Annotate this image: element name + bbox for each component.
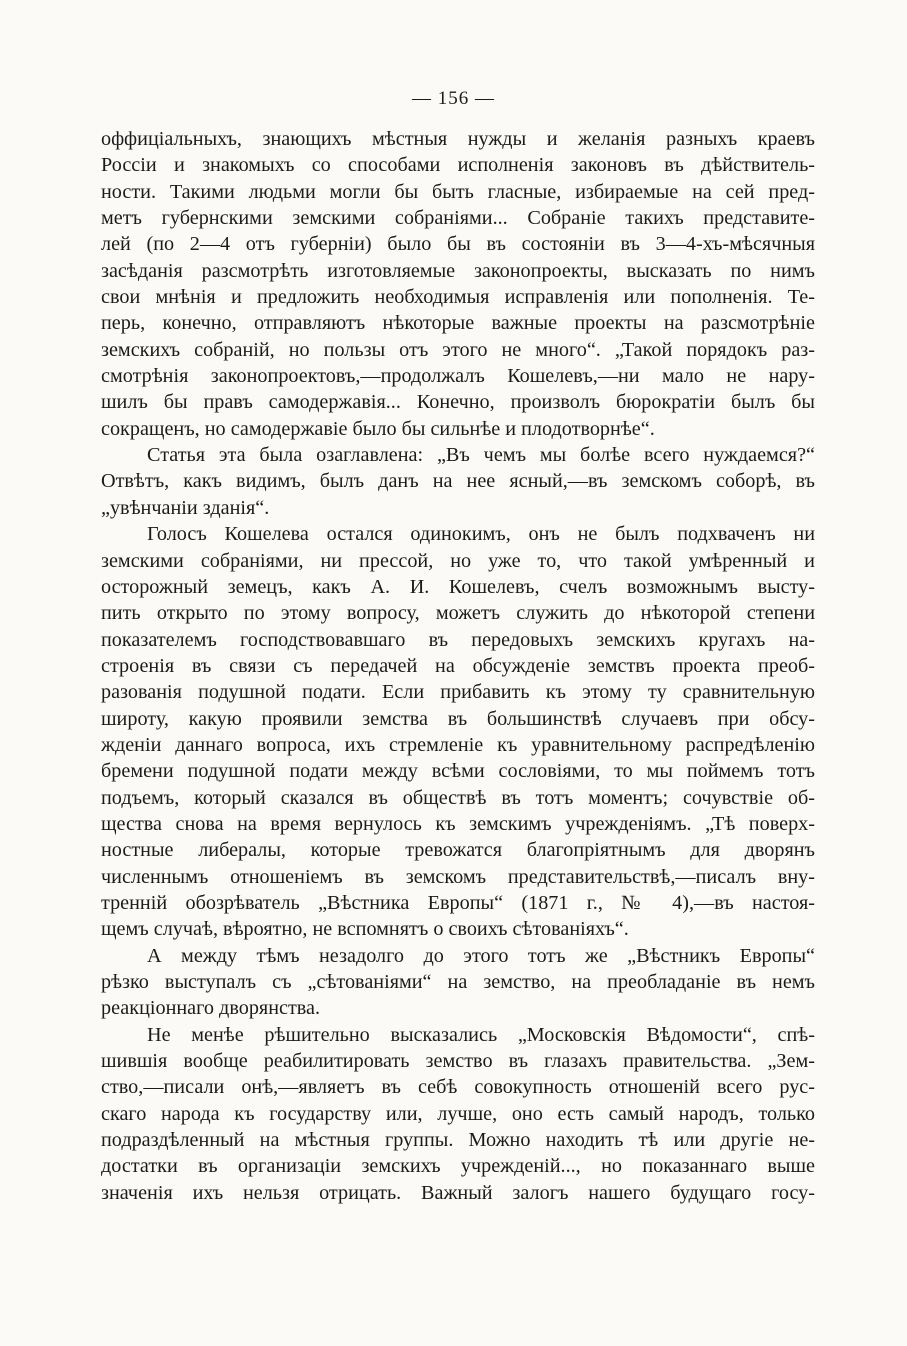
text-line: рѣзко выступалъ съ „сѣтованіями“ на земство, на преобладаніе въ немъ <box>101 971 815 993</box>
text-line: Не менѣе рѣшительно высказались „Московскія Вѣдомости“, спѣ- <box>147 1023 815 1046</box>
text-line: жденіи даннаго вопроса, ихъ стремленіе къ уравнительному распредѣленію <box>101 733 815 756</box>
text-line: земскими собраніями, ни прессой, но уже то, что такой умѣренный и <box>101 549 815 572</box>
text-line: строенія въ связи съ передачей на обсужденіе земствъ проекта преоб- <box>101 654 815 677</box>
text-line: земскихъ собраній, но пользы отъ этого не много“. „Такой порядокъ раз- <box>101 338 815 361</box>
text-line: скаго народа къ государству или, лучше, оно есть самый народъ, только <box>101 1102 815 1125</box>
text-line: Статья эта была озаглавлена: „Въ чемъ мы болѣе всего нуждаемся?“ <box>147 444 815 467</box>
text-line: ностные либералы, которые тревожатся благопріятнымъ для дворянъ <box>101 839 815 862</box>
text-line: Голосъ Кошелева остался одинокимъ, онъ не былъ подхваченъ ни <box>147 523 815 546</box>
text-line: смотрѣнія законопроектовъ,—продолжалъ Кошелевъ,—ни мало не нару- <box>101 365 815 388</box>
text-line: бремени подушной подати между всѣми сословіями, то мы поймемъ тотъ <box>101 760 815 783</box>
text-line: Отвѣтъ, какъ видимъ, былъ данъ на нее ясный,—въ земскомъ соборѣ, въ <box>101 470 815 493</box>
text-line: засѣданія разсмотрѣть изготовляемые законопроекты, высказать по нимъ <box>101 259 815 282</box>
text-line: Россіи и знакомыхъ со способами исполненія законовъ въ дѣйствитель- <box>101 154 815 177</box>
text-line: А между тѣмъ незадолго до этого тотъ же „Вѣстникъ Европы“ <box>147 944 815 967</box>
text-line: показателемъ господствовавшаго въ передовыхъ земскихъ кругахъ на- <box>101 628 815 651</box>
text-line: достатки въ организаціи земскихъ учрежденій..., но показаннаго выше <box>101 1155 815 1178</box>
text-line: осторожный земецъ, какъ А. И. Кошелевъ, счелъ возможнымъ высту- <box>101 575 815 598</box>
text-line: перь, конечно, отправляютъ нѣкоторые важные проекты на разсмотрѣніе <box>101 312 815 335</box>
text-line: оффиціальныхъ, знающихъ мѣстныя нужды и желанія разныхъ краевъ <box>101 128 815 150</box>
text-line: шилъ бы правъ самодержавія... Конечно, произволъ бюрократіи былъ бы <box>101 391 815 414</box>
text-line: реакціоннаго дворянства. <box>101 997 321 1020</box>
text-line: щемъ случаѣ, вѣроятно, не вспомнятъ о своихъ сѣтованіяхъ“. <box>101 918 629 941</box>
text-line: численнымъ отношеніемъ въ земскомъ представительствѣ,—писалъ вну- <box>101 865 815 888</box>
text-line: тренній обозрѣватель „Вѣстника Европы“ (1871 г., № 4),—въ настоя- <box>101 891 815 914</box>
page-number: — 156 — <box>412 88 495 109</box>
text-line: свои мнѣнія и предложить необходимыя исправленія или пополненія. Те- <box>101 286 815 309</box>
body-text <box>101 126 815 1206</box>
text-line: подраздѣленный на мѣстныя группы. Можно находить тѣ или другіе не- <box>101 1129 815 1152</box>
text-line: ство,—писали онѣ,—являетъ въ себѣ совокупность отношеній всего рус- <box>101 1076 815 1099</box>
text-line: пить открыто по этому вопросу, можетъ служить до нѣкоторой степени <box>101 602 815 625</box>
text-line: шившія вообще реабилитировать земство въ глазахъ правительства. „Зем- <box>101 1050 815 1073</box>
text-line: ности. Такими людьми могли бы быть гласные, избираемые на сей пред- <box>101 180 815 203</box>
text-line: значенія ихъ нельзя отрицать. Важный залогъ нашего будущаго госу- <box>101 1181 815 1204</box>
text-line: метъ губернскими земскими собраніями... Собраніе такихъ представите- <box>101 207 815 230</box>
text-line: сокращенъ, но самодержавіе было бы сильнѣе и плодотворнѣе“. <box>101 417 655 440</box>
text-line: щества снова на время вернулось къ земскимъ учрежденіямъ. „Тѣ поверх- <box>101 812 815 835</box>
text-line: разованія подушной подати. Если прибавить къ этому ту сравнительную <box>101 681 815 704</box>
text-line: широту, какую проявили земства въ большинствѣ случаевъ при обсу- <box>101 707 815 730</box>
text-line: подъемъ, который сказался въ обществѣ въ тотъ моментъ; сочувствіе об- <box>101 786 815 809</box>
text-line: „увѣнчаніи зданія“. <box>101 496 270 519</box>
text-line: лей (по 2—4 отъ губерніи) было бы въ состояніи въ 3—4-хъ-мѣсячныя <box>101 233 815 256</box>
